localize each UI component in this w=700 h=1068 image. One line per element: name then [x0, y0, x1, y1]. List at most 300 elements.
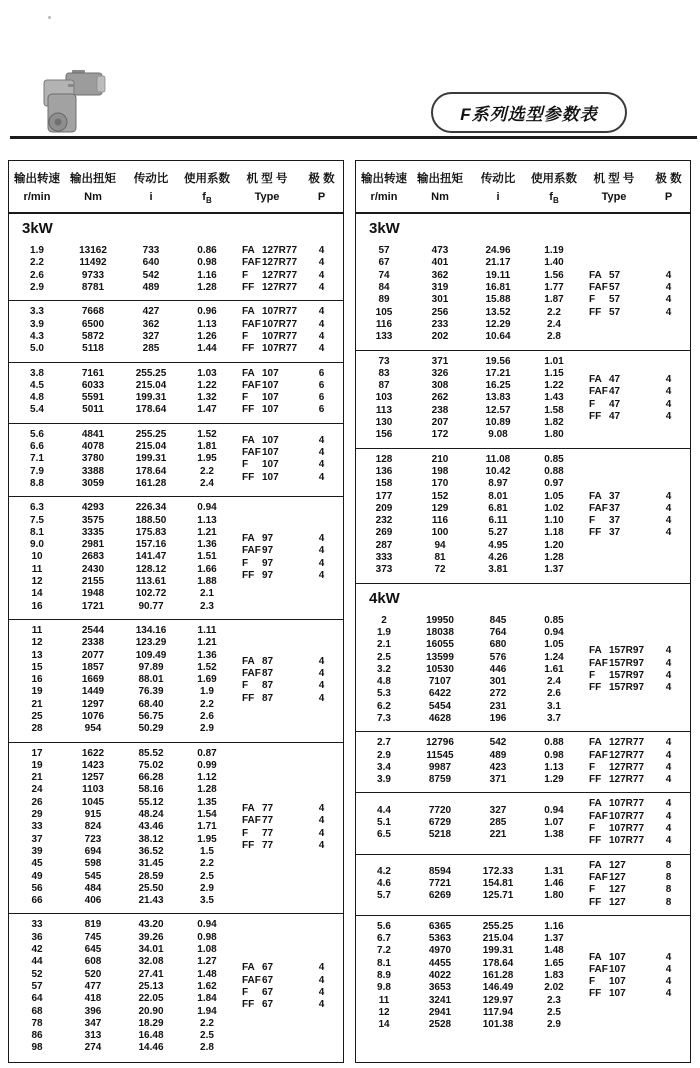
cell-type — [233, 319, 301, 331]
cell-factor: 0.98 — [197, 931, 217, 943]
cell-speed: 7.1 — [30, 453, 44, 465]
type-prefix: FA — [242, 802, 255, 814]
cell-factor: 1.38 — [544, 829, 564, 841]
cell-factor: 1.56 — [544, 269, 564, 281]
type-model: 127R77 — [262, 245, 298, 257]
table-row — [356, 701, 580, 713]
type-row — [580, 952, 689, 964]
cell-speed: 74 — [378, 269, 390, 281]
cell-ratio: 272 — [489, 688, 507, 700]
cell-factor: 1.83 — [544, 970, 564, 982]
cell-ratio: 19.11 — [485, 269, 511, 281]
cell-ratio: 31.45 — [138, 858, 164, 870]
cell-ratio: 101.38 — [482, 1019, 514, 1031]
cell-speed: 333 — [375, 552, 393, 564]
table-row — [356, 652, 580, 664]
type-prefix: FA — [589, 374, 602, 385]
cell-torque: 81 — [434, 552, 446, 564]
table-row — [9, 539, 233, 551]
cell-speed: 1.9 — [30, 245, 44, 257]
cell-ratio: 489 — [489, 749, 507, 761]
cell-speed: 5.0 — [30, 343, 44, 355]
cell-poles: 4 — [318, 557, 325, 569]
type-row — [580, 307, 689, 319]
cell-factor: 1.03 — [197, 367, 217, 379]
cell-ratio: 175.83 — [135, 526, 167, 538]
data-block — [356, 915, 690, 1038]
cell-type — [580, 750, 648, 762]
type-row — [580, 411, 689, 423]
type-prefix: FA — [242, 367, 255, 379]
cell-speed: 87 — [378, 380, 390, 392]
cell-factor: 1.37 — [544, 933, 564, 945]
cell-speed: 3.9 — [377, 774, 391, 786]
cell-torque: 3241 — [428, 994, 452, 1006]
cell-ratio: 178.64 — [135, 465, 167, 477]
cell-torque: 473 — [431, 245, 449, 257]
table-row — [9, 564, 233, 576]
cell-factor: 3.7 — [547, 712, 561, 724]
type-model: 77 — [262, 827, 274, 839]
table-row — [356, 380, 580, 392]
cell-factor: 2.4 — [547, 318, 561, 330]
cell-type — [580, 897, 648, 909]
cell-factor: 2.5 — [200, 1030, 214, 1042]
cell-ratio: 188.50 — [135, 514, 167, 526]
cell-poles: 6 — [318, 404, 325, 416]
cell-factor: 1.47 — [197, 404, 217, 416]
type-row — [580, 682, 689, 694]
block-types — [580, 270, 689, 319]
type-row — [233, 368, 342, 380]
cell-speed: 9.8 — [377, 982, 391, 994]
cell-factor: 1.29 — [544, 774, 564, 786]
cell-poles: 4 — [318, 545, 325, 557]
type-row — [233, 962, 342, 974]
cell-type — [580, 294, 648, 306]
table-row — [356, 995, 580, 1007]
table-row — [9, 919, 233, 931]
cell-speed: 5.6 — [30, 428, 44, 440]
type-row — [580, 762, 689, 774]
table-row — [9, 380, 233, 392]
cell-torque: 2981 — [81, 539, 105, 551]
cell-ratio: 285 — [142, 343, 160, 355]
cell-ratio: 12.29 — [485, 318, 511, 330]
cell-speed: 105 — [375, 306, 393, 318]
data-block — [356, 792, 690, 853]
unit-type: Type — [254, 191, 280, 203]
type-prefix: FA — [242, 655, 255, 667]
cell-ratio: 199.31 — [135, 392, 167, 404]
type-row — [233, 545, 342, 557]
type-model: 77 — [262, 815, 274, 827]
block-types — [580, 374, 689, 423]
cell-torque: 1449 — [81, 686, 105, 698]
cell-speed: 5.1 — [377, 816, 391, 828]
type-model: 87 — [262, 692, 274, 704]
cell-torque: 8594 — [428, 865, 452, 877]
table-row — [356, 257, 580, 269]
type-prefix: FAF — [589, 871, 608, 883]
table-row — [9, 981, 233, 993]
cell-factor: 2.3 — [547, 994, 561, 1006]
table-row — [356, 294, 580, 306]
cell-factor: 2.6 — [200, 710, 214, 722]
type-row — [233, 533, 342, 545]
type-prefix: FF — [242, 282, 255, 294]
cell-torque: 6500 — [81, 318, 105, 330]
table-header — [9, 161, 343, 214]
block-rows — [9, 429, 233, 490]
type-row — [580, 515, 689, 527]
cell-torque: 9733 — [81, 269, 105, 281]
cell-factor: 1.48 — [544, 945, 564, 957]
cell-type — [233, 245, 301, 257]
cell-poles: 4 — [665, 669, 672, 681]
type-model: 107 — [262, 471, 279, 483]
cell-type — [233, 656, 301, 668]
type-prefix: FF — [242, 569, 255, 581]
type-prefix: FAF — [242, 257, 261, 269]
type-row — [580, 750, 689, 762]
type-model: 157R97 — [609, 682, 645, 694]
cell-factor: 0.87 — [197, 747, 217, 759]
cell-factor: 1.11 — [197, 624, 217, 636]
cell-poles: 4 — [665, 515, 672, 527]
column-header: 传动比 — [480, 173, 516, 185]
column-header: 输出转速 — [361, 173, 407, 185]
table-row — [9, 282, 233, 294]
type-row — [580, 645, 689, 657]
cell-speed: 7.5 — [30, 514, 44, 526]
cell-ratio: 13.83 — [485, 392, 511, 404]
cell-factor: 0.98 — [197, 257, 217, 269]
cell-torque: 10530 — [426, 663, 454, 675]
cell-factor: 2.2 — [547, 306, 561, 318]
cell-type — [233, 828, 301, 840]
table-row — [9, 674, 233, 686]
cell-type — [580, 270, 648, 282]
type-prefix: FAF — [242, 974, 261, 986]
table-row — [9, 772, 233, 784]
cell-factor: 1.24 — [544, 651, 564, 663]
type-model: 107 — [262, 367, 279, 379]
table-row — [9, 711, 233, 723]
cell-factor: 1.77 — [544, 282, 564, 294]
cell-ratio: 125.71 — [482, 890, 514, 902]
cell-speed: 11 — [31, 624, 43, 636]
cell-torque: 8759 — [428, 774, 452, 786]
cell-factor: 0.88 — [544, 737, 564, 749]
cell-type — [580, 762, 648, 774]
cell-speed: 4.5 — [30, 379, 44, 391]
header-units — [9, 186, 343, 205]
cell-ratio: 55.12 — [138, 796, 164, 808]
table-row — [356, 890, 580, 902]
table-row — [356, 454, 580, 466]
cell-ratio: 141.47 — [135, 551, 167, 563]
cell-factor: 2.5 — [547, 1006, 561, 1018]
table-row — [356, 639, 580, 651]
table-row — [9, 662, 233, 674]
type-prefix: FA — [242, 532, 255, 544]
unit-torque: Nm — [84, 191, 102, 203]
cell-factor: 2.9 — [547, 1019, 561, 1031]
cell-poles: 4 — [665, 294, 672, 306]
cell-factor: 2.4 — [547, 676, 561, 688]
cell-speed: 2.6 — [30, 269, 44, 281]
cell-speed: 10 — [31, 551, 43, 563]
table-row — [9, 551, 233, 563]
type-model: 87 — [262, 680, 274, 692]
type-row — [580, 399, 689, 411]
cell-ratio: 215.04 — [135, 441, 167, 453]
cell-type — [580, 515, 648, 527]
cell-factor: 1.21 — [197, 637, 217, 649]
type-prefix: FF — [242, 692, 255, 704]
table-row — [9, 588, 233, 600]
cell-factor: 1.37 — [544, 564, 564, 576]
column-header: 使用系数 — [531, 173, 577, 185]
type-model: 107 — [262, 392, 279, 404]
cell-factor: 0.98 — [544, 749, 564, 761]
type-model: 37 — [609, 527, 621, 539]
cell-torque: 1257 — [81, 772, 105, 784]
cell-ratio: 6.81 — [488, 502, 508, 514]
cell-ratio: 146.49 — [482, 982, 514, 994]
cell-ratio: 196 — [489, 712, 507, 724]
type-row — [233, 987, 342, 999]
cell-torque: 371 — [431, 355, 449, 367]
table-row — [356, 945, 580, 957]
table-row — [356, 1007, 580, 1019]
cell-ratio: 117.94 — [482, 1006, 514, 1018]
block-rows — [356, 737, 580, 786]
type-prefix: F — [242, 987, 249, 999]
cell-ratio: 680 — [489, 639, 507, 651]
cell-factor: 0.97 — [544, 478, 564, 490]
cell-type — [580, 682, 648, 694]
cell-torque: 5218 — [428, 829, 452, 841]
type-model: 127R77 — [609, 737, 645, 749]
cell-factor: 1.15 — [544, 367, 564, 379]
cell-factor: 1.36 — [197, 539, 217, 551]
cell-speed: 16 — [31, 674, 43, 686]
cell-torque: 72 — [434, 564, 446, 576]
cell-poles: 4 — [318, 532, 325, 544]
cell-ratio: 178.64 — [135, 404, 167, 416]
cell-torque: 94 — [434, 539, 446, 551]
type-prefix: FF — [242, 471, 255, 483]
cell-torque: 4455 — [428, 957, 452, 969]
type-row — [233, 343, 342, 355]
type-prefix: F — [242, 269, 249, 281]
cell-speed: 17 — [31, 747, 43, 759]
type-model: 47 — [609, 374, 621, 385]
unit-factor-main: f — [549, 191, 553, 203]
cell-torque: 7721 — [428, 878, 452, 890]
type-row — [580, 374, 689, 386]
type-row — [580, 823, 689, 835]
block-rows — [356, 454, 580, 577]
cell-torque: 1076 — [81, 710, 105, 722]
cell-factor: 1.80 — [544, 890, 564, 902]
cell-type — [233, 558, 301, 570]
cell-speed: 12 — [31, 576, 43, 588]
cell-speed: 7.3 — [377, 712, 391, 724]
type-prefix: FA — [242, 962, 255, 974]
type-prefix: FAF — [242, 667, 261, 679]
type-model: 107R77 — [609, 823, 645, 835]
type-model: 107 — [262, 459, 279, 471]
type-prefix: FF — [242, 839, 255, 851]
cell-torque: 2528 — [428, 1019, 452, 1031]
cell-torque: 2077 — [81, 649, 105, 661]
type-model: 67 — [262, 987, 274, 999]
cell-speed: 136 — [375, 465, 393, 477]
type-prefix: FAF — [589, 963, 608, 975]
data-block — [9, 362, 343, 423]
type-model: 87 — [262, 655, 274, 667]
cell-speed: 269 — [375, 527, 393, 539]
type-row — [233, 570, 342, 582]
cell-speed: 21 — [31, 698, 43, 710]
type-model: 87 — [262, 667, 274, 679]
title-badge — [431, 92, 627, 133]
cell-ratio: 25.50 — [138, 882, 164, 894]
cell-speed: 103 — [375, 392, 393, 404]
block-types — [580, 798, 689, 847]
cell-factor: 1.87 — [544, 294, 564, 306]
cell-speed: 2.9 — [377, 749, 391, 761]
type-row — [233, 668, 342, 680]
cell-torque: 4078 — [81, 441, 105, 453]
cell-ratio: 128.12 — [135, 563, 167, 575]
cell-ratio: 43.20 — [138, 919, 164, 931]
cell-ratio: 371 — [489, 774, 507, 786]
cell-speed: 11 — [31, 563, 43, 575]
cell-ratio: 43.46 — [138, 821, 164, 833]
cell-ratio: 36.52 — [138, 845, 164, 857]
table-row — [9, 441, 233, 453]
table-row — [356, 282, 580, 294]
type-prefix: FA — [242, 306, 255, 318]
cell-ratio: 56.75 — [138, 710, 164, 722]
cell-speed: 4.8 — [377, 676, 391, 688]
section-power-label: 3kW — [369, 220, 400, 238]
type-model: 57 — [609, 269, 621, 281]
cell-speed: 6.2 — [377, 700, 391, 712]
cell-speed: 8.1 — [377, 957, 391, 969]
cell-poles: 4 — [665, 527, 672, 539]
table-row — [356, 552, 580, 564]
data-block — [9, 240, 343, 300]
cell-ratio: 76.39 — [138, 686, 164, 698]
cell-poles: 6 — [318, 379, 325, 391]
cell-speed: 52 — [31, 968, 43, 980]
cell-torque: 1721 — [81, 600, 105, 612]
table-row — [356, 331, 580, 343]
type-model: 127R77 — [262, 257, 298, 269]
cell-torque: 19950 — [426, 614, 454, 626]
type-row — [233, 380, 342, 392]
cell-factor: 3.1 — [547, 700, 561, 712]
type-prefix: F — [589, 294, 596, 306]
type-row — [233, 680, 342, 692]
cell-factor: 1.95 — [197, 833, 217, 845]
cell-type — [233, 533, 301, 545]
cell-factor: 0.94 — [544, 626, 564, 638]
cell-torque: 207 — [431, 417, 449, 429]
type-row — [233, 558, 342, 570]
type-prefix: F — [589, 823, 596, 835]
cell-poles: 4 — [318, 306, 325, 318]
table-row — [9, 466, 233, 478]
cell-poles: 4 — [318, 655, 325, 667]
table-row — [356, 982, 580, 994]
cell-ratio: 20.90 — [138, 1005, 164, 1017]
cell-speed: 3.8 — [30, 367, 44, 379]
cell-speed: 26 — [31, 796, 43, 808]
table-row — [356, 933, 580, 945]
cell-ratio: 9.08 — [488, 429, 508, 441]
cell-ratio: 16.25 — [485, 380, 511, 392]
table-row — [356, 817, 580, 829]
cell-poles: 4 — [318, 471, 325, 483]
type-row — [580, 658, 689, 670]
cell-speed: 57 — [31, 980, 43, 992]
cell-factor: 1.9 — [200, 686, 214, 698]
type-model: 107R77 — [262, 343, 298, 355]
table-row — [9, 723, 233, 735]
type-model: 157R97 — [609, 669, 645, 681]
cell-ratio: 90.77 — [138, 600, 164, 612]
type-row — [580, 860, 689, 872]
cell-factor: 1.40 — [544, 257, 564, 269]
table-row — [9, 944, 233, 956]
cell-ratio: 301 — [489, 676, 507, 688]
block-types — [580, 645, 689, 694]
cell-factor: 1.27 — [197, 956, 217, 968]
power-section — [356, 583, 690, 1038]
cell-poles: 8 — [665, 859, 672, 871]
cell-factor: 1.13 — [197, 318, 217, 330]
type-model: 107 — [262, 447, 279, 459]
cell-torque: 418 — [84, 993, 102, 1005]
table-row — [356, 392, 580, 404]
cell-torque: 4841 — [81, 428, 105, 440]
cell-type — [233, 380, 301, 392]
cell-poles: 4 — [665, 737, 672, 749]
cell-torque: 1045 — [81, 796, 105, 808]
cell-factor: 2.2 — [200, 1017, 214, 1029]
type-model: 97 — [262, 557, 274, 569]
table-row — [9, 576, 233, 588]
type-model: 107 — [262, 379, 279, 391]
cell-type — [580, 491, 648, 503]
type-prefix: F — [589, 761, 596, 773]
cell-factor: 1.5 — [200, 845, 214, 857]
type-model: 67 — [262, 999, 274, 1011]
cell-factor: 1.12 — [197, 772, 217, 784]
cell-type — [233, 999, 301, 1011]
tables-area — [8, 160, 691, 1063]
table-row — [356, 307, 580, 319]
type-prefix: FF — [242, 404, 255, 416]
unit-factor-main: f — [202, 191, 206, 203]
type-prefix: FAF — [242, 318, 261, 330]
